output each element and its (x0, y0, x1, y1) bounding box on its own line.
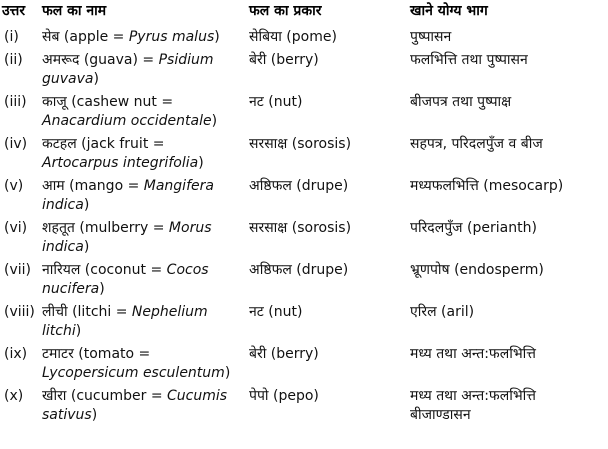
answer-number: (iv) (4, 136, 28, 152)
answer-number: (i) (4, 29, 19, 45)
fruit-common-name: आम (mango = (42, 178, 144, 194)
table-row (0, 49, 608, 91)
fruit-type-cell: पेपो (pepo) (249, 388, 319, 404)
scientific-name: guvava (42, 71, 94, 87)
fruit-name-cell (42, 49, 249, 91)
scientific-name: nucifera (42, 281, 100, 297)
edible-part-cell (410, 26, 608, 49)
table-row (0, 259, 608, 301)
scientific-name: Lycopersicum esculentum (42, 365, 225, 381)
scientific-name: Psidium (158, 52, 214, 68)
fruit-name-line (42, 135, 249, 154)
fruit-name-line (42, 28, 249, 47)
fruit-name-cell (42, 343, 249, 385)
table-row (0, 26, 608, 49)
fruit-name-line (42, 364, 249, 383)
fruit-name-cell (42, 301, 249, 343)
fruit-common-name: नारियल (coconut = (42, 262, 167, 278)
edible-part-line: मध्य तथा अन्त:फलभित्ति (410, 346, 536, 362)
edible-part-line: बीजाण्डासन (410, 407, 471, 423)
fruit-name-line (42, 70, 249, 89)
edible-part-cell (410, 49, 608, 91)
scientific-name: Pyrus malus (128, 29, 215, 45)
edible-part-cell (410, 343, 608, 385)
answer-number: (viii) (4, 304, 35, 320)
edible-part-cell (410, 259, 608, 301)
fruit-name-cell (42, 217, 249, 259)
closing-paren: ) (75, 323, 82, 339)
fruit-name-line (42, 387, 249, 406)
scientific-name: sativus (42, 407, 92, 423)
scientific-name: Anacardium occidentale (42, 113, 212, 129)
fruit-name-line (42, 51, 249, 70)
header-fruit-type: फल का प्रकार (249, 3, 322, 19)
edible-part-cell (410, 385, 608, 427)
fruit-name-cell (42, 385, 249, 427)
edible-part-line: मध्य तथा अन्त:फलभित्ति (410, 388, 536, 404)
answer-number: (ii) (4, 52, 23, 68)
answer-number: (vii) (4, 262, 31, 278)
fruit-name-line (42, 219, 249, 238)
edible-part-line: मध्यफलभित्ति (mesocarp) (410, 178, 564, 194)
fruit-type-cell: नट (nut) (249, 94, 303, 110)
scientific-name: Artocarpus integrifolia (42, 155, 199, 171)
answer-number: (v) (4, 178, 24, 194)
fruit-name-cell (42, 26, 249, 49)
fruit-type-cell: बेरी (berry) (249, 346, 319, 362)
fruit-common-name: टमाटर (tomato = (42, 346, 151, 362)
scientific-name: Cucumis (167, 388, 228, 404)
fruit-name-line (42, 406, 249, 425)
fruit-common-name: अमरूद (guava) = (42, 52, 159, 68)
scientific-name: Mangifera (143, 178, 214, 194)
fruit-common-name: कटहल (jack fruit = (42, 136, 165, 152)
table-row (0, 91, 608, 133)
fruit-name-line (42, 238, 249, 257)
fruit-name-cell (42, 259, 249, 301)
closing-paren: ) (83, 197, 90, 213)
fruit-common-name: शहतूत (mulberry = (42, 220, 169, 236)
fruit-type-cell: नट (nut) (249, 304, 303, 320)
closing-paren: ) (99, 281, 105, 297)
scientific-name: Nephelium (131, 304, 208, 320)
edible-part-cell (410, 217, 608, 259)
fruit-type-cell: सेबिया (pome) (249, 29, 337, 45)
fruit-type-cell: अष्ठिफल (drupe) (249, 262, 349, 278)
edible-part-line: परिदलपुँज (perianth) (410, 220, 537, 236)
fruit-name-line (42, 280, 249, 299)
fruit-name-cell (42, 133, 249, 175)
fruit-name-line (42, 261, 249, 280)
table-row (0, 385, 608, 427)
edible-part-line: फलभित्ति तथा पुष्पासन (410, 52, 528, 68)
scientific-name: indica (42, 239, 84, 255)
edible-part-cell (410, 133, 608, 175)
fruit-common-name: काजू (cashew nut = (42, 94, 174, 110)
closing-paren: ) (83, 239, 90, 255)
table-row (0, 301, 608, 343)
answer-number: (iii) (4, 94, 27, 110)
edible-part-cell (410, 91, 608, 133)
edible-part-line: पुष्पासन (410, 29, 452, 45)
edible-part-line: भ्रूणपोष (endosperm) (410, 262, 544, 278)
closing-paren: ) (198, 155, 204, 171)
scientific-name: Cocos (166, 262, 209, 278)
answer-number: (vi) (4, 220, 28, 236)
header-fruit-name: फल का नाम (42, 3, 107, 19)
closing-paren: ) (211, 113, 218, 129)
fruit-type-cell: सरसाक्ष (sorosis) (249, 136, 352, 152)
fruit-common-name: लीची (litchi = (42, 304, 132, 320)
fruit-name-line (42, 345, 249, 364)
table-row (0, 217, 608, 259)
fruit-name-line (42, 322, 249, 341)
fruit-name-line (42, 93, 249, 112)
closing-paren: ) (91, 407, 98, 423)
scientific-name: litchi (42, 323, 76, 339)
fruit-type-cell: अष्ठिफल (drupe) (249, 178, 349, 194)
edible-part-cell (410, 301, 608, 343)
fruit-name-line (42, 154, 249, 173)
edible-part-cell (410, 175, 608, 217)
edible-part-line: एरिल (aril) (410, 304, 475, 320)
fruit-name-line (42, 177, 249, 196)
fruit-name-line (42, 112, 249, 131)
closing-paren: ) (224, 365, 231, 381)
header-row (0, 0, 608, 26)
fruit-type-cell: बेरी (berry) (249, 52, 319, 68)
closing-paren: ) (93, 71, 99, 87)
fruit-common-name: सेब (apple = (42, 29, 129, 45)
edible-part-line: बीजपत्र तथा पुष्पाक्ष (410, 94, 512, 110)
fruit-name-line (42, 196, 249, 215)
fruit-common-name: खीरा (cucumber = (42, 388, 168, 404)
fruit-name-cell (42, 91, 249, 133)
table-row (0, 133, 608, 175)
table-row (0, 175, 608, 217)
closing-paren: ) (214, 29, 220, 45)
fruit-name-cell (42, 175, 249, 217)
scientific-name: Morus (168, 220, 212, 236)
answer-number: (x) (4, 388, 24, 404)
fruit-type-cell: सरसाक्ष (sorosis) (249, 220, 352, 236)
fruit-name-line (42, 303, 249, 322)
table-row (0, 343, 608, 385)
answer-number: (ix) (4, 346, 28, 362)
header-answer: उत्तर (2, 3, 26, 19)
scientific-name: indica (42, 197, 84, 213)
header-edible-part: खाने योग्य भाग (410, 3, 488, 19)
edible-part-line: सहपत्र, परिदलपुँज व बीज (410, 136, 543, 152)
